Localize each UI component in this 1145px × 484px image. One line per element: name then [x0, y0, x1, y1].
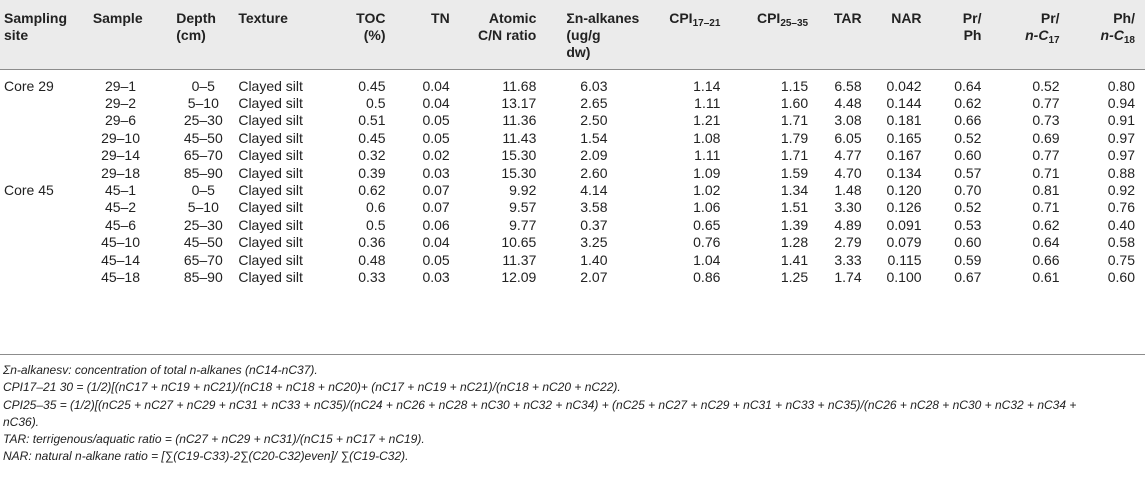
cell-cpi1: 1.08	[693, 129, 721, 146]
header-texture	[234, 0, 334, 69]
header-subscript: 18	[1123, 35, 1135, 46]
cell-cpi2: 1.39	[780, 216, 809, 233]
cell-nar: 0.115	[887, 251, 922, 268]
table-body	[0, 69, 1145, 290]
cell-texture: Clayed silt	[238, 147, 303, 164]
cell-tar: 6.05	[834, 129, 862, 146]
header-text: (cm)	[176, 27, 206, 43]
cell-sample: 29–1	[104, 77, 137, 94]
footnote-cpi-25-35: CPI25–35 = (1/2)[(nC25 + nC27 + nC29 + nC31 + nC33 + nC35)/(nC24 + nC26 + nC28 + nC30 + nC32 + nC34) + (nC25 + nC27 + nC29 + nC31 + nC33 + nC35)/(nC26 + nC28 + nC30 + nC32 + nC34 +	[3, 397, 1077, 412]
cell-prph: 0.60	[954, 147, 982, 164]
table-row	[0, 147, 1145, 164]
cell-alk: 6.03	[580, 77, 608, 94]
cell-toc: 0.39	[358, 164, 386, 181]
header-text: TN	[431, 10, 450, 26]
cell-prc17: 0.69	[1032, 129, 1060, 146]
cell-texture: Clayed silt	[238, 181, 303, 198]
cell-depth: 45–50	[183, 234, 223, 251]
cell-depth: 25–30	[183, 112, 223, 129]
cell-phc18: 0.94	[1107, 94, 1135, 111]
cell-cpi2: 1.71	[780, 112, 809, 129]
cell-tar: 3.08	[834, 112, 862, 129]
cell-alk: 0.37	[580, 216, 608, 233]
cell-toc: 0.45	[358, 77, 386, 94]
cell-texture: Clayed silt	[238, 94, 303, 111]
cell-phc18: 0.88	[1107, 164, 1135, 181]
cell-toc: 0.32	[358, 147, 386, 164]
cell-tn: 0.02	[422, 147, 450, 164]
cell-cpi2: 1.25	[780, 268, 809, 285]
cell-cpi1: 1.02	[693, 181, 721, 198]
cell-site	[0, 217, 89, 234]
cell-nar: 0.181	[886, 112, 922, 129]
cell-prc17: 0.66	[1032, 251, 1060, 268]
footnote-cpi-17-21: CPI17–21 30 = (1/2)[(nC17 + nC19 + nC21)/(nC18 + nC18 + nC20)+ (nC17 + nC19 + nC21)/(nC18 + nC20 + nC22).	[3, 380, 621, 395]
cell-nar: 0.100	[886, 268, 922, 285]
table-row	[0, 95, 1145, 112]
cell-cn: 15.30	[501, 147, 537, 164]
cell-site	[0, 252, 89, 269]
cell-alk: 1.40	[580, 251, 608, 268]
cell-site	[0, 269, 89, 290]
cell-prph: 0.53	[954, 216, 982, 233]
footnote-tar: TAR: terrigenous/aquatic ratio = (nC27 + nC29 + nC31)/(nC15 + nC17 + nC19).	[3, 432, 425, 447]
cell-cn: 9.77	[509, 216, 537, 233]
cell-alk: 2.65	[580, 94, 608, 111]
cell-toc: 0.5	[366, 94, 386, 111]
header-tn	[389, 0, 453, 69]
cell-prph: 0.62	[954, 94, 982, 111]
cell-depth: 0–5	[191, 181, 215, 198]
cell-tn: 0.04	[422, 94, 450, 111]
cell-phc18: 0.92	[1107, 181, 1135, 198]
cell-prc17: 0.64	[1032, 234, 1060, 251]
header-text: Ph/	[1113, 10, 1135, 26]
cell-depth: 45–50	[183, 129, 223, 146]
table-row	[0, 217, 1145, 234]
cell-phc18: 0.97	[1107, 129, 1135, 146]
header-depth	[172, 0, 234, 69]
cell-nar: 0.144	[886, 94, 922, 111]
cell-texture: Clayed silt	[238, 77, 303, 94]
cell-site	[0, 234, 89, 251]
header-toc	[334, 0, 390, 69]
table-row	[0, 199, 1145, 216]
cell-sample: 29–18	[101, 164, 140, 181]
cell-tar: 4.48	[834, 94, 862, 111]
header-nar	[866, 0, 926, 69]
cell-prph: 0.57	[954, 164, 982, 181]
cell-sample: 29–2	[104, 94, 137, 111]
footnote-nar: NAR: natural n-alkane ratio = [∑(C19-C33)-2∑(C20-C32)even]/ ∑(C19-C32).	[3, 449, 409, 464]
header-text: Sampling	[4, 10, 68, 26]
cell-cpi1: 1.04	[693, 251, 721, 268]
table-header	[0, 0, 1145, 69]
cell-prph: 0.66	[954, 112, 982, 129]
header-text: CPI	[756, 10, 781, 26]
cell-texture: Clayed silt	[238, 216, 303, 233]
cell-phc18: 0.97	[1107, 147, 1135, 164]
cell-toc: 0.51	[358, 112, 386, 129]
header-subscript: 17	[1048, 35, 1060, 46]
cell-cpi2: 1.59	[780, 164, 809, 181]
cell-toc: 0.62	[358, 181, 386, 198]
cell-nar: 0.167	[886, 147, 922, 164]
cell-phc18: 0.40	[1107, 216, 1135, 233]
cell-nar: 0.091	[886, 216, 922, 233]
cell-cn: 12.09	[501, 268, 537, 285]
cell-tn: 0.03	[422, 164, 450, 181]
cell-prph: 0.70	[954, 181, 982, 198]
cell-texture: Clayed silt	[238, 251, 303, 268]
cell-cpi2: 1.60	[780, 94, 809, 111]
cell-cn: 9.92	[509, 181, 537, 198]
cell-sample: 29–6	[104, 112, 137, 129]
cell-prc17: 0.52	[1032, 77, 1060, 94]
cell-alk: 3.25	[580, 234, 608, 251]
cell-cn: 11.37	[502, 251, 537, 268]
cell-site	[0, 95, 89, 112]
cell-cn: 13.17	[501, 94, 537, 111]
cell-cpi1: 1.06	[693, 199, 721, 216]
header-subscript: 25–35	[780, 18, 809, 29]
cell-depth: 5–10	[187, 94, 219, 111]
cell-tn: 0.04	[422, 77, 450, 94]
cell-cpi1: 1.14	[693, 77, 721, 94]
header-text: Pr/	[1040, 10, 1060, 26]
cell-sample: 29–14	[101, 147, 140, 164]
cell-site	[0, 112, 89, 129]
cell-alk: 2.07	[580, 268, 608, 285]
cell-tn: 0.05	[422, 129, 450, 146]
header-text: (%)	[363, 27, 386, 43]
cell-cpi1: 0.76	[693, 234, 721, 251]
cell-cn: 15.30	[501, 164, 537, 181]
cell-tn: 0.07	[422, 181, 450, 198]
header-text: TOC	[356, 10, 386, 26]
table-row	[0, 165, 1145, 182]
cell-prph: 0.52	[954, 129, 982, 146]
cell-tar: 4.89	[834, 216, 862, 233]
cell-prc17: 0.81	[1032, 181, 1060, 198]
cell-tn: 0.05	[422, 112, 450, 129]
header-pr-ph	[926, 0, 986, 69]
cell-cpi1: 0.86	[693, 268, 721, 285]
cell-site	[0, 199, 89, 216]
cell-alk: 2.60	[580, 164, 608, 181]
cell-sample: 45–1	[104, 181, 137, 198]
cell-tn: 0.07	[422, 199, 450, 216]
header-sample	[89, 0, 172, 69]
cell-depth: 85–90	[183, 268, 223, 285]
header-text: n-C	[1100, 27, 1124, 43]
header-tar	[812, 0, 866, 69]
cell-site	[0, 130, 89, 147]
header-row	[0, 0, 1145, 69]
cell-depth: 65–70	[183, 251, 223, 268]
cell-tar: 3.30	[834, 199, 862, 216]
cell-tn: 0.05	[422, 251, 450, 268]
cell-phc18: 0.91	[1107, 112, 1135, 129]
cell-prph: 0.67	[954, 268, 982, 285]
cell-texture: Clayed silt	[238, 164, 303, 181]
cell-toc: 0.5	[366, 216, 386, 233]
table-row	[0, 69, 1145, 95]
cell-site	[0, 165, 89, 182]
cell-depth: 65–70	[183, 147, 223, 164]
header-ph-nc18	[1064, 0, 1145, 69]
header-text: dw)	[566, 44, 591, 60]
cell-texture: Clayed silt	[238, 129, 303, 146]
table-row	[0, 252, 1145, 269]
cell-nar: 0.134	[886, 164, 922, 181]
header-text: Texture	[238, 10, 288, 26]
cell-texture: Clayed silt	[238, 112, 303, 129]
cell-cpi1: 1.11	[694, 94, 721, 111]
cell-depth: 5–10	[187, 199, 219, 216]
cell-alk: 1.54	[580, 129, 608, 146]
cell-cpi2: 1.79	[780, 129, 809, 146]
footnote-cpi-25-35-cont: nC36).	[3, 414, 40, 429]
cell-depth: 25–30	[183, 216, 223, 233]
cell-phc18: 0.80	[1107, 77, 1135, 94]
cell-cpi2: 1.34	[780, 181, 809, 198]
header-alkanes	[540, 0, 647, 69]
header-text: TAR	[833, 10, 862, 26]
cell-toc: 0.6	[366, 199, 386, 216]
cell-site	[0, 147, 89, 164]
cell-prph: 0.59	[954, 251, 982, 268]
cell-site: Core 29	[4, 77, 54, 94]
cell-toc: 0.45	[358, 129, 386, 146]
cell-nar: 0.079	[886, 234, 922, 251]
cell-tn: 0.04	[422, 234, 450, 251]
header-text: Sample	[92, 10, 143, 26]
cell-cn: 10.65	[501, 234, 537, 251]
header-text: n-C	[1025, 27, 1049, 43]
header-text: CPI	[669, 10, 693, 26]
cell-nar: 0.042	[886, 77, 922, 94]
table-row	[0, 234, 1145, 251]
header-text: Σn-alkanes	[566, 10, 640, 26]
cell-sample: 45–14	[101, 251, 140, 268]
header-text: NAR	[891, 10, 922, 26]
header-cpi-25-35	[724, 0, 812, 69]
cell-alk: 3.58	[580, 199, 608, 216]
header-text: (ug/g	[566, 27, 601, 43]
cell-cn: 9.57	[509, 199, 537, 216]
header-text: C/N ratio	[478, 27, 537, 43]
cell-cpi2: 1.41	[780, 251, 809, 268]
cell-nar: 0.120	[886, 181, 922, 198]
header-subscript: 17–21	[692, 18, 721, 29]
header-text: Pr/	[962, 10, 982, 26]
cell-phc18: 0.76	[1107, 199, 1135, 216]
cell-prc17: 0.71	[1032, 199, 1060, 216]
cell-cpi1: 0.65	[693, 216, 721, 233]
cell-texture: Clayed silt	[238, 268, 303, 285]
cell-cpi1: 1.11	[694, 147, 721, 164]
cell-tn: 0.06	[422, 216, 450, 233]
cell-cpi2: 1.28	[780, 234, 809, 251]
cell-site: Core 45	[4, 181, 54, 198]
cell-tn: 0.03	[422, 268, 450, 285]
cell-cpi2: 1.15	[780, 77, 809, 94]
cell-prph: 0.60	[954, 234, 982, 251]
cell-cn: 11.43	[502, 129, 537, 146]
cell-depth: 85–90	[183, 164, 223, 181]
header-text: Atomic	[488, 10, 537, 26]
header-pr-nc17	[985, 0, 1063, 69]
header-text: Ph	[963, 27, 982, 43]
cell-toc: 0.36	[358, 234, 386, 251]
cell-alk: 2.50	[580, 112, 608, 129]
footnote-alkanes: Σn-alkanesv: concentration of total n-alkanes (nC14-nC37).	[3, 363, 318, 377]
header-cn-ratio	[454, 0, 541, 69]
table-row	[0, 269, 1145, 290]
cell-tar: 6.58	[834, 77, 862, 94]
cell-cn: 11.68	[502, 77, 537, 94]
cell-prph: 0.64	[954, 77, 982, 94]
cell-cpi2: 1.51	[780, 199, 809, 216]
cell-prc17: 0.77	[1032, 147, 1060, 164]
cell-phc18: 0.75	[1107, 251, 1135, 268]
cell-texture: Clayed silt	[238, 234, 303, 251]
cell-prph: 0.52	[954, 199, 982, 216]
cell-prc17: 0.71	[1032, 164, 1060, 181]
cell-texture: Clayed silt	[238, 199, 303, 216]
cell-sample: 45–6	[104, 216, 137, 233]
cell-tar: 3.33	[834, 251, 862, 268]
cell-toc: 0.33	[358, 268, 386, 285]
cell-tar: 1.74	[834, 268, 862, 285]
cell-phc18: 0.60	[1107, 268, 1135, 285]
cell-cpi2: 1.71	[780, 147, 809, 164]
cell-sample: 45–18	[101, 268, 140, 285]
table-row	[0, 182, 1145, 199]
header-cpi-17-21	[647, 0, 724, 69]
cell-phc18: 0.58	[1107, 234, 1135, 251]
cell-cpi1: 1.09	[693, 164, 721, 181]
cell-alk: 4.14	[580, 181, 608, 198]
cell-sample: 45–10	[101, 234, 140, 251]
cell-tar: 2.79	[834, 234, 862, 251]
cell-toc: 0.48	[358, 251, 386, 268]
cell-depth: 0–5	[191, 77, 215, 94]
table-bottom-rule	[0, 354, 1145, 355]
cell-cn: 11.36	[502, 112, 537, 129]
header-text: site	[4, 27, 29, 43]
cell-nar: 0.165	[886, 129, 922, 146]
cell-tar: 4.77	[834, 147, 862, 164]
cell-prc17: 0.77	[1032, 94, 1060, 111]
table-row	[0, 130, 1145, 147]
cell-sample: 29–10	[101, 129, 140, 146]
cell-alk: 2.09	[580, 147, 608, 164]
cell-prc17: 0.73	[1032, 112, 1060, 129]
cell-nar: 0.126	[886, 199, 922, 216]
cell-sample: 45–2	[104, 199, 137, 216]
table-row	[0, 112, 1145, 129]
cell-cpi1: 1.21	[693, 112, 721, 129]
header-sampling-site	[0, 0, 89, 69]
table-footnotes	[3, 362, 1143, 466]
cell-tar: 1.48	[834, 181, 862, 198]
cell-tar: 4.70	[834, 164, 862, 181]
cell-prc17: 0.62	[1032, 216, 1060, 233]
cell-prc17: 0.61	[1032, 268, 1060, 285]
header-text: Depth	[176, 10, 216, 26]
